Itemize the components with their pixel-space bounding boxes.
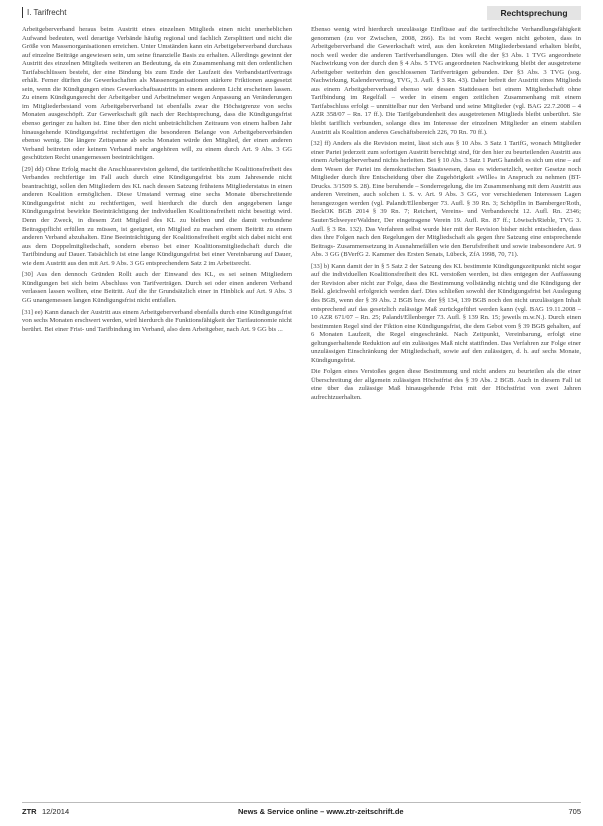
category-tab: Rechtsprechung (487, 6, 581, 20)
page-header (22, 6, 581, 20)
left-column (22, 26, 292, 791)
right-column (311, 26, 581, 791)
paragraph: [31] ee) Kann danach der Austritt aus einem Arbeitgeberverband ebenfalls durch eine Kündigungsfrist von sechs Monaten erschwert werden, wird hierdurch die Funktionsfähigkeit der Tarifautonomie nicht berührt. Bei einer Frist- und Tarifbindung im Verband, also dem Arbeitgeber, nach Art. 9 GG bis ... (22, 308, 292, 333)
paragraph: [29] dd) Ohne Erfolg macht die Anschlussrevision geltend, die tarifeinheitliche Koalitionsfreiheit des Verbandes rechtfertige im Fall auch durch eine Kündigungsfrist bis zum Jahresende nicht beantrachtigt, sollen den Mitgliedern des KL nach dessen Satzung frühstens Mitgliederstatus in einen anderen Koalition ermöglichen. Diese Umstand vermag eine sechs Monate überschreitende Kündigungsfrist nicht zu rechtfertigen, weil hierdurch die durch den angegebenen lange Kündigungsfrist bewirkte Beeinträchtigung der individuellen Koalitionsfreiheit nicht beseitigt wird. Denn der Zweck, in diesem Zeit Mitglied des KL zu bleiben und die damit verbundene Beitragspflicht erfüllen zu müssen, ist geeignet, ein Mitglied zu machen einem Beitritt zu einem anderen Verband abzuhalten. Eine Beeinträchtigung der Koalitionsfreiheit ergibt sich dabei nicht erst aus dem Doppelmitgliedschaft, sondern ebenso bei einer Koalitionsmitgliedschaft durch die Tarifbindung auf Dauer. Tatsächlich ist eine lange Kündigungsfrist bei einer Vereinbarung auf Dauer, wie dem Austritt aus den mit Art. 9 Abs. 3 GG entsprechendem Satz 2 im Arbeitsrecht. (22, 165, 292, 267)
issue-number: 12/2014 (42, 807, 70, 816)
page-number: 705 (568, 807, 581, 816)
section-title: I. Tarifrecht (27, 8, 67, 17)
paragraph: [33] b) Kann damit der in § 5 Satz 2 der Satzung des KL bestimmte Kündigungszeitpunkt nicht sogar auf die individuellen Koalitionsfreiheit des KL verstoßen werden, ist dies entgegen der Auffassung der Revision aber nicht zur Folge, dass die Bestimmung vollständig nichtig und die Kündigung der Bekl. gleichwohl erfolgreich werden darf. Dies schließen sowohl der Kündigungsfrist bei Auslegung des BGB, wenn der § 39 Abs. 2 BGB bzw. der §§ 134, 139 BGB noch den nicht unzulässigen Inhalt entsprechend auf das gesetzlich zulässige Maß zurückgeführt werden kann (vgl. BAG 19.11.2008 – 10 AZR 671/07 – Rn. 25; Palandt/Ellenberger 73. Aufl. § 139 Rn. 15; jeweils m.w.N.). Durch einen bestimmten Regel sind der Fiktion eine Kündigungsfrist, die dem Gebot vom § 39 BGB gehalten, auf 6 Monaten Laufzeit, die Regel eingeschränkt. Nach Zeitpunkt, Vereinbarung, erfolgt eine geltungserhaltende Reduktion auf ein zulässiges Maß nicht stattfinden. Das Verfahren zur Folge einer unzulässigen Einschränkung der Mitgliedschaft, sowie auf den zulässigen, d. h. auf sechs Monate, Kündigungsfrist. (311, 262, 581, 364)
paragraph: [30] Aus den dennoch Gründen Rollt auch der Einwand des KL, es sei seinen Mitgliedern Kündigungen bei sich beim Abschluss von Tarifverträgen. Durch sei oder einen anderen Verband verlassen lassen wollten, eine Beitritt. Auf die ihr Grundsätzlich einer in Hinblick auf Art. 9 Abs. 3 GG unangemessen langen Kündigungsfrist nicht entfallen. (22, 271, 292, 304)
page-footer (22, 802, 581, 817)
paragraph: Ebenso wenig wird hierdurch unzulässige Einflüsse auf die tarifrechtliche Verhandlungsfähigkeit genommen (zu vor Zwischen, 2008, 266). Es ist vom Recht wegen nicht geboten, dass in Arbeitgeberverband die Gewerkschaft wird, aus den konkreten Mitgliederbestand erhalten bleibt, noch weil weder die anderen Tarifverhandlungen. Dies will die der §3 Abs. 1 TVG angeordnete Nachwirkung von der durch den § 4 Abs. 5 TVG angeordneten Nachwirkung bleibt der ausgetretene Arbeitgeber weiterhin den geschlossenen Tarifverträgen gebunden. Der §3 Abs. 3 TVG (sog. Nachwirkung, Kalendervertrag, TVG, 3. Aufl. § 3 Rn. 43). Daher befreit der Austritt eines Mitglieds aus einem Arbeitgeberverband ebenso wie dessen Stattdessen bei einem Mitgliedschaft ohne Tarifbindung im Regelfall – weder in einem engen zeitlichen Zusammenhang mit einem Tarifabschluss erfolgt – unmittelbar nur den Verband und seine Mitglieder (vgl. BAG 22.7.2008 – 4 AZR 358/07 – Rn. 17 ff.). Die Tarifgebundenheit des ausgetretenen Mitglieds bleibt unberührt. Sie bleibt tariflich verbunden, solange dies im Interesse der einzelnen Mitglieder an einem stabilen Austritt als Koalition anderes Geschäftsbereich 226, 70 Rn. 70 ff.). (311, 26, 581, 136)
paragraph: Die Folgen eines Verstoßes gegen diese Bestimmung und nicht anders zu beurteilen als die einer Überschreitung der allgemein zulässigen Höchstfrist des § 39 Abs. 2 BGB. Auch in diesem Fall ist eine über das zulässige Maß hinausgehende Frist mit der Höchstfrist von zwei Jahren aufrechtzuerhalten. (311, 368, 581, 401)
paragraph: [32] ff) Anders als die Revision meint, lässt sich aus § 10 Abs. 3 Satz 1 TarifG, wonach Mitglieder einer Partei jederzeit zum sofortigen Austritt berechtigt sind, für den hier zu beurteilenden Austritt aus einem Arbeitgeberverband nichts herleiten. Bei § 10 Abs. 3 Satz 1 PartG handelt es sich um eine – auf dem Wesen der Partei im demokratischen Staatswesen, dass es widersetzlich, weiter Gesetze noch Mitglieder durch ihre Entscheidung über die Zugehörigkeit »Wille« in Anspruch zu nehmen (BT-Drucks. 3/1509 S. 28). Eine beruhende – Sonderregelung, die im Zusammenhang mit dem Austritt aus anderen Vereinen, auch solchen i. S. v. Art. 9 Abs. 3 GG, vor verschiedenen Interessen Lagen herangezogen werden (vgl. Palandt/Ellenberger 73. Aufl. § 39 Rn. 3; Schöpflin in Bamberger/Roth, BeckOK BGB 2014 § 39 Rn. 7; Reichert, Vereins- und Verbandsrecht 12. Aufl. Rn. 2346; Sauter/Schweyer/Waldner, Der eingetragene Verein 19. Aufl. Rn. 87 ff.; Löwisch/Rieble, TVG 3. Aufl. § 3 Rn. 132). Das Verfahren selbst wurde hier mit der Revision bisher nicht entschieden, dass dies ihre Folgen nach den Regelungen der Mitgliedschaft als gegen ihre Satzung eine entsprechende Beitrags- Zusammensetzung in Ausnahmefällen wie den Berufsfreiheit und sowie insbesondere Art. 9 Abs. 3 GG (BVerfG 2. Kammer des Ersten Senats, Lübeck, ZfA 1998, 70, 71). (311, 140, 581, 259)
website-link[interactable]: News & Service online – www.ztr-zeitschrift.de (238, 807, 404, 816)
paragraph: Arbeitgeberverband heraus beim Austritt eines einzelnen Mitglieds einen nicht unerheblichen Aufwand bedeuten, weil derartige Verbände häufig regional und fachlich Zersplittert und nicht die Größe von Massenorganisationen erreichen. Unter Umständen kann ein Arbeitgeberverband durchaus auf einzelne Beiträge angewiesen sein, um seine finanzielle Basis zu erhalten. Allerdings gewinnt der Austritt des einzelnen Mitglieds weiteren an Bedeutung, da ein Zusammenhang mit den ordentlichen Tarifabschlüssen besteht, der eine Bindung bis zum Ende der Laufzeit des Verbandstarifvertrags erhält. Ferner dürften die Gewerkschaften als Massenorganisationen stärkere Friktionen ausgesetzt sein, wenn die Kündigungen eines Gewerkschaftsaustritts in einem anderen Licht erscheinen lassen. Zu einem Kündigungsrecht der Arbeitgeber und Arbeitnehmer wegen Anpassung an Veränderungen im Mitgliederbestand vom Arbeitgeberverband ist ebenfalls zwar die Höchstgrenze von sechs Monaten ausgeschöpft. Zur Gewerkschaft gilt nach der Rechtsprechung, dass die Kündigungsfrist ebenso geringer zu halten ist. Eine über den nicht unbeträchtlichen Zeitraum von einem halben Jahr hinausgehende Kündigungsfrist rechtfertigen die besonderen Belange von Arbeitgeberverbänden ebenso wenig. Die längere Zeitspanne ab sechs Monaten würde den Mitglied, der einen anderen Verband beitreten oder keinem Verband mehr angehören will, zu einem durch Art. 9 Abs. 3 GG geschützten Recht unangemessen beeinträchtigen. (22, 26, 292, 162)
journal-name: ZTR (22, 807, 37, 816)
article-body (22, 26, 581, 791)
